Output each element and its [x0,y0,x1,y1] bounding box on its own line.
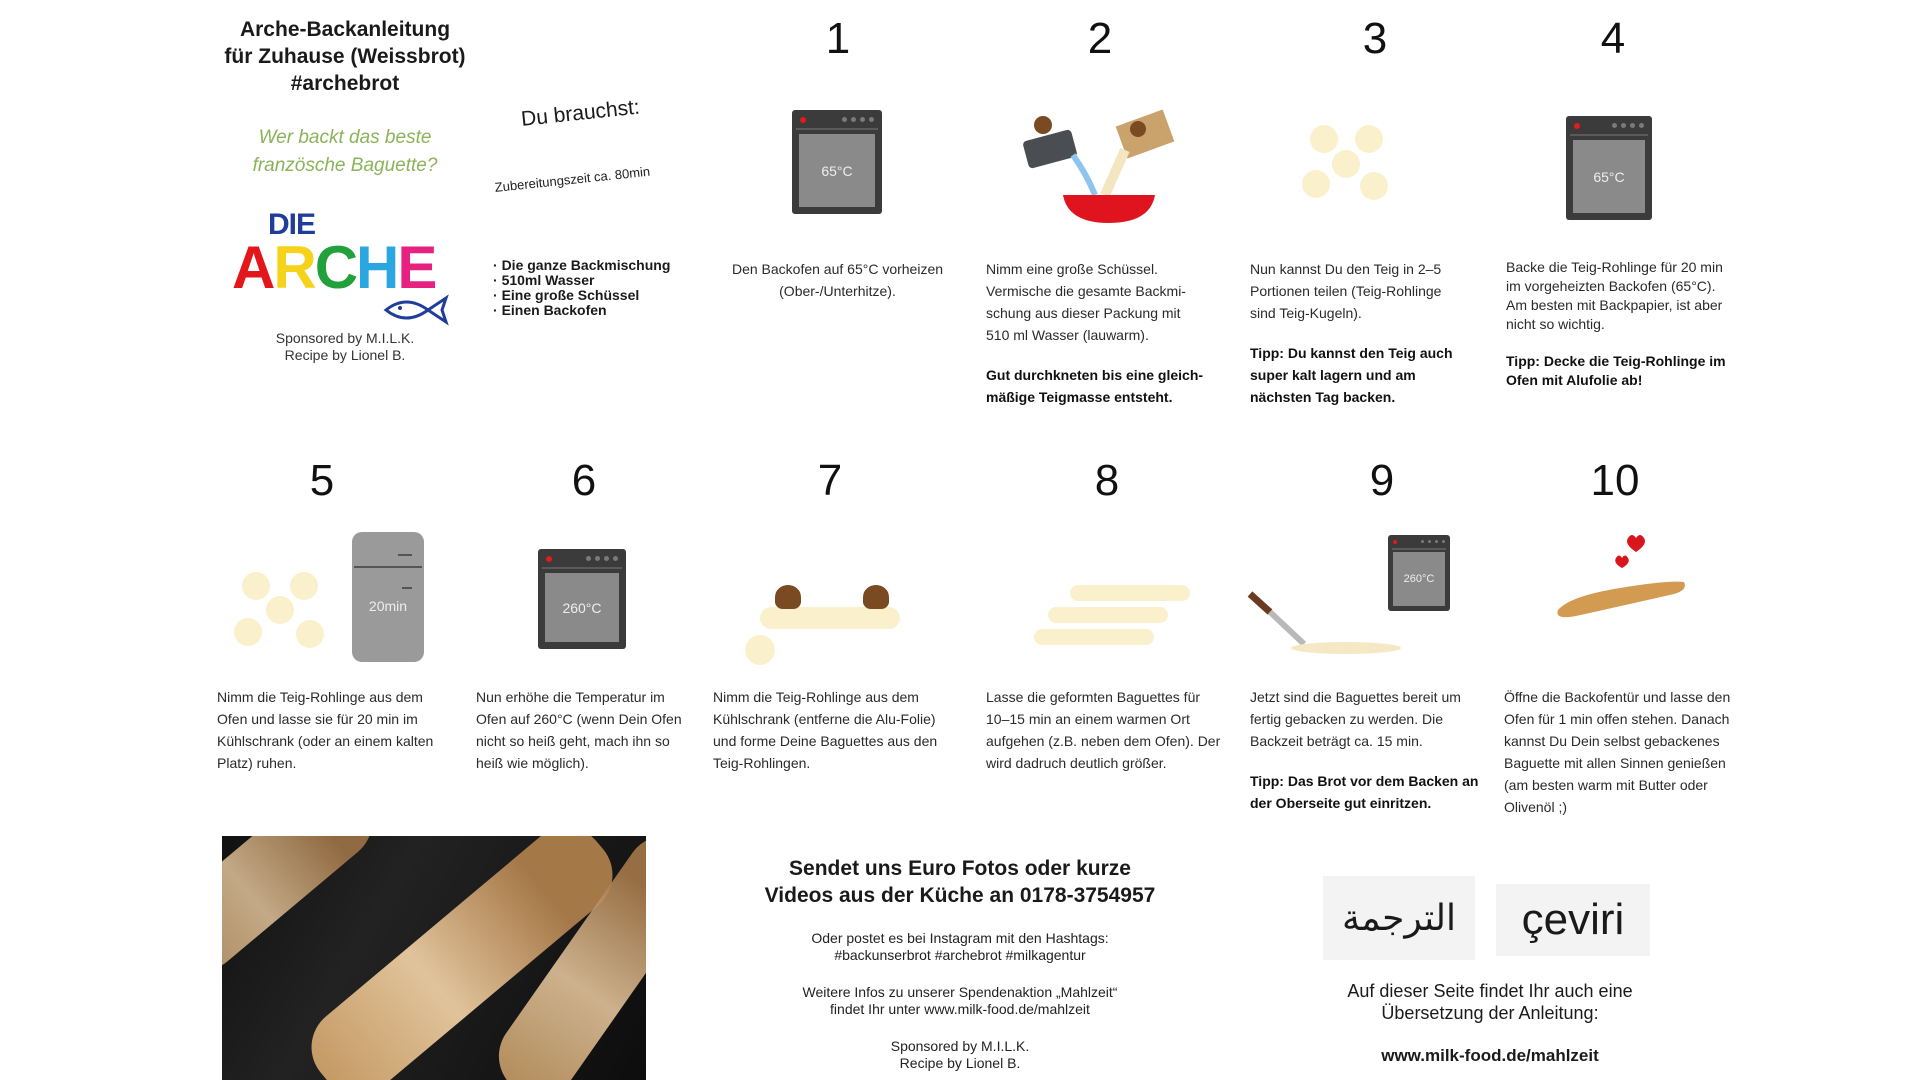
dough-balls-icon [230,570,330,650]
requirements-list [493,258,670,318]
step-number: 4 [1600,14,1626,63]
turkish-label: çeviri [1521,895,1625,944]
prep-time: Zubereitungszeit ca. 80min [494,163,651,195]
arabic-translation-badge [1323,876,1475,960]
shaping-hands-icon [745,585,915,670]
hashtags: #backunserbrot #archebrot #milkagentur [834,947,1086,963]
step-description: Nun kannst Du den Teig in 2–5 Portionen teilen (Teig-Rohlinge sind Teig-Kugeln). [1250,261,1442,321]
step-tip: Tipp: Decke die Teig-Rohlinge im Ofen mit Alufolie ab! [1506,353,1726,388]
tagline [210,124,480,180]
hand-icon [863,585,889,609]
baguette-hearts-icon [1550,530,1690,630]
fish-icon [382,294,452,326]
translation-line: Übersetzung der Anleitung: [1381,1003,1599,1023]
tagline-line: französche Baguette? [252,155,438,176]
oven-icon [1566,116,1652,220]
baked-baguettes-photo [222,836,646,1080]
mixing-bowl-icon [1015,105,1185,225]
dough-balls-icon [1300,120,1410,210]
arche-logo [232,208,462,326]
step-number: 6 [571,456,597,505]
contact-line: Sendet uns Euro Fotos oder kurze [789,857,1131,880]
oven-temperature: 65°C [799,134,875,207]
requirement-item: · Einen Backofen [493,303,670,318]
recipe-line: Recipe by Lionel B. [284,347,406,363]
title-line: Arche-Backanleitung [239,18,451,41]
requirements-heading: Du brauchst: [520,95,641,131]
step-tip: Tipp: Das Brot vor dem Backen an der Oberseite gut einritzen. [1250,773,1479,811]
requirement-item: · 510ml Wasser [493,273,670,288]
logo-letter: R [273,234,315,301]
step-tip: Gut durchkneten bis eine gleich-mäßige Teigmasse entsteht. [986,367,1204,405]
translation-line: Auf dieser Seite findet Ihr auch eine [1347,981,1633,1001]
step-number: 2 [1087,14,1113,63]
fridge-icon [352,532,424,662]
oven-temperature: 260°C [1393,552,1445,606]
raw-baguettes-icon [1030,585,1190,655]
hand-icon [775,585,801,609]
step-text: Öffne die Backofentür und lasse den Ofen für 1 min offen stehen. Danach kannst Du Dein selbst gebackenes Baguette mit allen Sinnen genießen (am besten warm mit Butter oder Olivenöl ;) [1504,689,1731,815]
step-text: Nimm die Teig-Rohlinge aus dem Ofen und lasse sie für 20 min im Kühlschrank (oder an einem kalten Platz) ruhen. [217,689,434,771]
step-text [1506,258,1736,390]
step-number: 7 [817,456,843,505]
footer-sponsor [680,1038,1240,1072]
step-number: 5 [309,456,335,505]
step-text [986,258,1206,408]
translation-url-link[interactable]: www.milk-food.de/mahlzeit [1381,1046,1599,1065]
contact-heading [680,855,1240,909]
step-text: Den Backofen auf 65°C vorheizen (Ober-/Unterhitze). [731,261,944,299]
step-text: Nun erhöhe die Temperatur im Ofen auf 260°C (wenn Dein Ofen nicht so heiß geht, mach ihn so heiß wie möglich). [476,689,682,771]
step-number: 10 [1590,456,1640,505]
step-text: Nimm die Teig-Rohlinge aus dem Kühlschrank (entferne die Alu-Folie) und forme Deine Baguettes aus den Teig-Rohlingen. [713,689,938,771]
arabic-label: الترجمة [1341,897,1457,938]
oven-icon [538,549,626,649]
oven-temperature: 65°C [1573,140,1645,213]
step-number: 9 [1369,456,1395,505]
requirement-item: · Die ganze Backmischung [493,258,670,273]
sponsor-line: Sponsored by M.I.L.K. [275,330,415,346]
step-tip: Tipp: Du kannst den Teig auch super kalt lagern und am nächsten Tag backen. [1250,345,1453,405]
instagram-line: Oder postet es bei Instagram mit den Hashtags: [811,930,1109,946]
translation-note [1320,980,1660,1024]
hashtag: #archebrot [290,72,400,95]
oven-icon [792,110,882,214]
requirement-item: · Eine große Schüssel [493,288,670,303]
step-number: 8 [1094,456,1120,505]
instagram-info [680,930,1240,964]
donation-info [680,984,1240,1018]
logo-arche [232,236,435,300]
step-description: Backe die Teig-Rohlinge für 20 min im vorgeheizten Backofen (65°C). Am besten mit Backpapier, ist aber nicht so wichtig. [1506,259,1723,332]
logo-letter: H [356,234,398,301]
logo-letter: A [232,234,274,301]
logo-letter: E [397,234,436,301]
knife-icon [1246,586,1406,656]
step-description: Jetzt sind die Baguettes bereit um fertig gebacken zu werden. Die Backzeit beträgt ca. 15 min. [1250,689,1461,749]
logo-letter: C [314,234,357,301]
contact-phone-line: Videos aus der Küche an 0178-3754957 [764,884,1156,907]
step-text: Lasse die geformten Baguettes für 10–15 min an einem warmen Ort aufgehen (z.B. neben dem Ofen). Der wird dadruch deutlich größer. [986,689,1221,771]
sponsor-credit [230,330,460,364]
tagline-line: Wer backt das beste [258,127,432,148]
step-description: Nimm eine große Schüssel. Vermische die gesamte Backmi-schung aus dieser Packung mit 510 ml Wasser (lauwarm). [986,261,1186,343]
fridge-timer: 20min [368,598,408,614]
info-line: Weitere Infos zu unserer Spendenaktion „Mahlzeit“ [802,984,1118,1000]
step-number: 3 [1362,14,1388,63]
recipe-line: Recipe by Lionel B. [899,1055,1021,1071]
oven-temperature: 260°C [545,573,619,642]
page-title [200,16,490,97]
step-text [1250,258,1465,408]
info-link-line[interactable]: findet Ihr unter www.milk-food.de/mahlzeit [830,1001,1090,1017]
step-number: 1 [825,14,851,63]
logo-die: DIE [268,208,316,241]
title-line: für Zuhause (Weissbrot) [224,45,466,68]
sponsor-line: Sponsored by M.I.L.K. [890,1038,1030,1054]
step-text [1250,686,1480,814]
turkish-translation-badge [1496,884,1650,956]
